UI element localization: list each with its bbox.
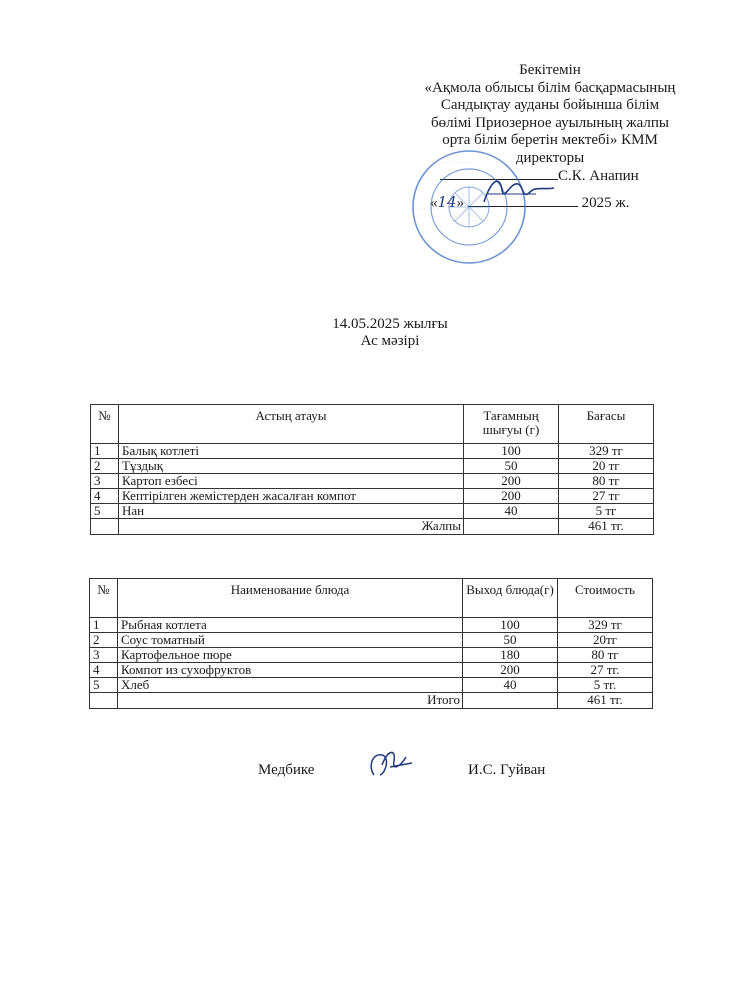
svg-text:· · · · · · · · · · ·: · · · · · · · · · · · [440,255,471,260]
row-num: 5 [91,504,119,519]
table-row [90,648,653,663]
row-price: 27 тг. [558,663,653,678]
total-empty-qty [464,519,559,535]
row-name: Хлеб [118,678,463,693]
row-qty: 180 [463,648,558,663]
row-name: Балық котлеті [119,444,464,459]
total-empty-cell [91,519,119,535]
table-row [91,444,654,459]
row-qty: 100 [463,618,558,633]
header-price: Стоимость [558,579,653,618]
row-price: 27 тг [559,489,654,504]
row-num: 1 [90,618,118,633]
approval-org-line-3: бөлімі Приозерное ауылының жалпы [431,114,669,131]
svg-text:· · · · · · · · · · · ·: · · · · · · · · · · · · [438,161,472,166]
row-qty: 200 [463,663,558,678]
row-name: Тұздық [119,459,464,474]
row-qty: 100 [464,444,559,459]
row-price: 5 тг. [558,678,653,693]
row-num: 5 [90,678,118,693]
row-name: Компот из сухофруктов [118,663,463,678]
row-num: 3 [90,648,118,663]
header-qty: Выход блюда(г) [463,579,558,618]
svg-text:· · ·: · · · [418,207,426,212]
header-num: № [90,579,118,618]
row-num: 3 [91,474,119,489]
menu-title: Ас мәзірі [360,333,420,349]
row-qty: 40 [463,678,558,693]
row-num: 4 [90,663,118,678]
approval-org-line-4: орта білім беретін мектебі» КММ [442,132,658,148]
table-row [91,459,654,474]
nurse-role: Медбике [258,762,315,778]
total-empty-cell [90,693,118,709]
row-qty: 50 [463,633,558,648]
menu-date: 14.05.2025 жылғы [332,316,448,332]
table-row [90,633,653,648]
header-name: Астың атауы [119,405,464,444]
row-num: 2 [91,459,119,474]
svg-text:· · ·: · · · [508,207,516,212]
nurse-name: И.С. Гуйван [468,762,546,778]
approval-date-day: 14 [437,192,457,211]
table-row [90,678,653,693]
row-num: 1 [91,444,119,459]
nurse-signature [360,745,420,785]
approval-title: Бекітемін [519,62,581,78]
row-num: 4 [91,489,119,504]
row-price: 5 тг [559,504,654,519]
row-name: Нан [119,504,464,519]
approval-org-line-1: «Ақмола облысы білім басқармасының [424,79,676,96]
total-label: Жалпы [119,519,464,535]
director-signature [478,172,558,212]
row-qty: 200 [464,489,559,504]
row-name: Кептірілген жемістерден жасалған компот [119,489,464,504]
table-header-row [91,405,654,444]
header-qty: Тағамның шығуы (г) [464,405,559,444]
header-num: № [91,405,119,444]
table-row [90,618,653,633]
row-price: 80 тг [559,474,654,489]
approval-date-year: 2025 ж. [581,194,630,211]
table-row [91,474,654,489]
row-num: 2 [90,633,118,648]
menu-table-kazakh [90,404,654,535]
date-close-quote: » [456,194,465,211]
table-total-row [90,693,653,709]
approval-org-line-2: Сандықтау ауданы бойынша білім [440,97,660,113]
row-price: 80 тг [558,648,653,663]
header-name: Наименование блюда [118,579,463,618]
row-qty: 50 [464,459,559,474]
menu-heading [0,316,732,350]
date-open-quote: « [430,194,438,211]
row-price: 20тг [558,633,653,648]
row-name: Рыбная котлета [118,618,463,633]
row-name: Картоп езбесі [119,474,464,489]
total-label: Итого [118,693,463,709]
table-row [90,663,653,678]
table-row [91,504,654,519]
table-row [91,489,654,504]
header-price: Бағасы [559,405,654,444]
table-header-row [90,579,653,618]
row-price: 329 тг [559,444,654,459]
row-price: 20 тг [559,459,654,474]
table-total-row [91,519,654,535]
approval-position: директоры [515,149,585,166]
total-value: 461 тг. [559,519,654,535]
row-name: Картофельное пюре [118,648,463,663]
approval-signer: С.К. Анапин [558,168,639,184]
row-qty: 200 [464,474,559,489]
row-price: 329 тг [558,618,653,633]
row-qty: 40 [464,504,559,519]
total-value: 461 тг. [558,693,653,709]
menu-table-russian [89,578,653,709]
row-name: Соус томатный [118,633,463,648]
total-empty-qty [463,693,558,709]
